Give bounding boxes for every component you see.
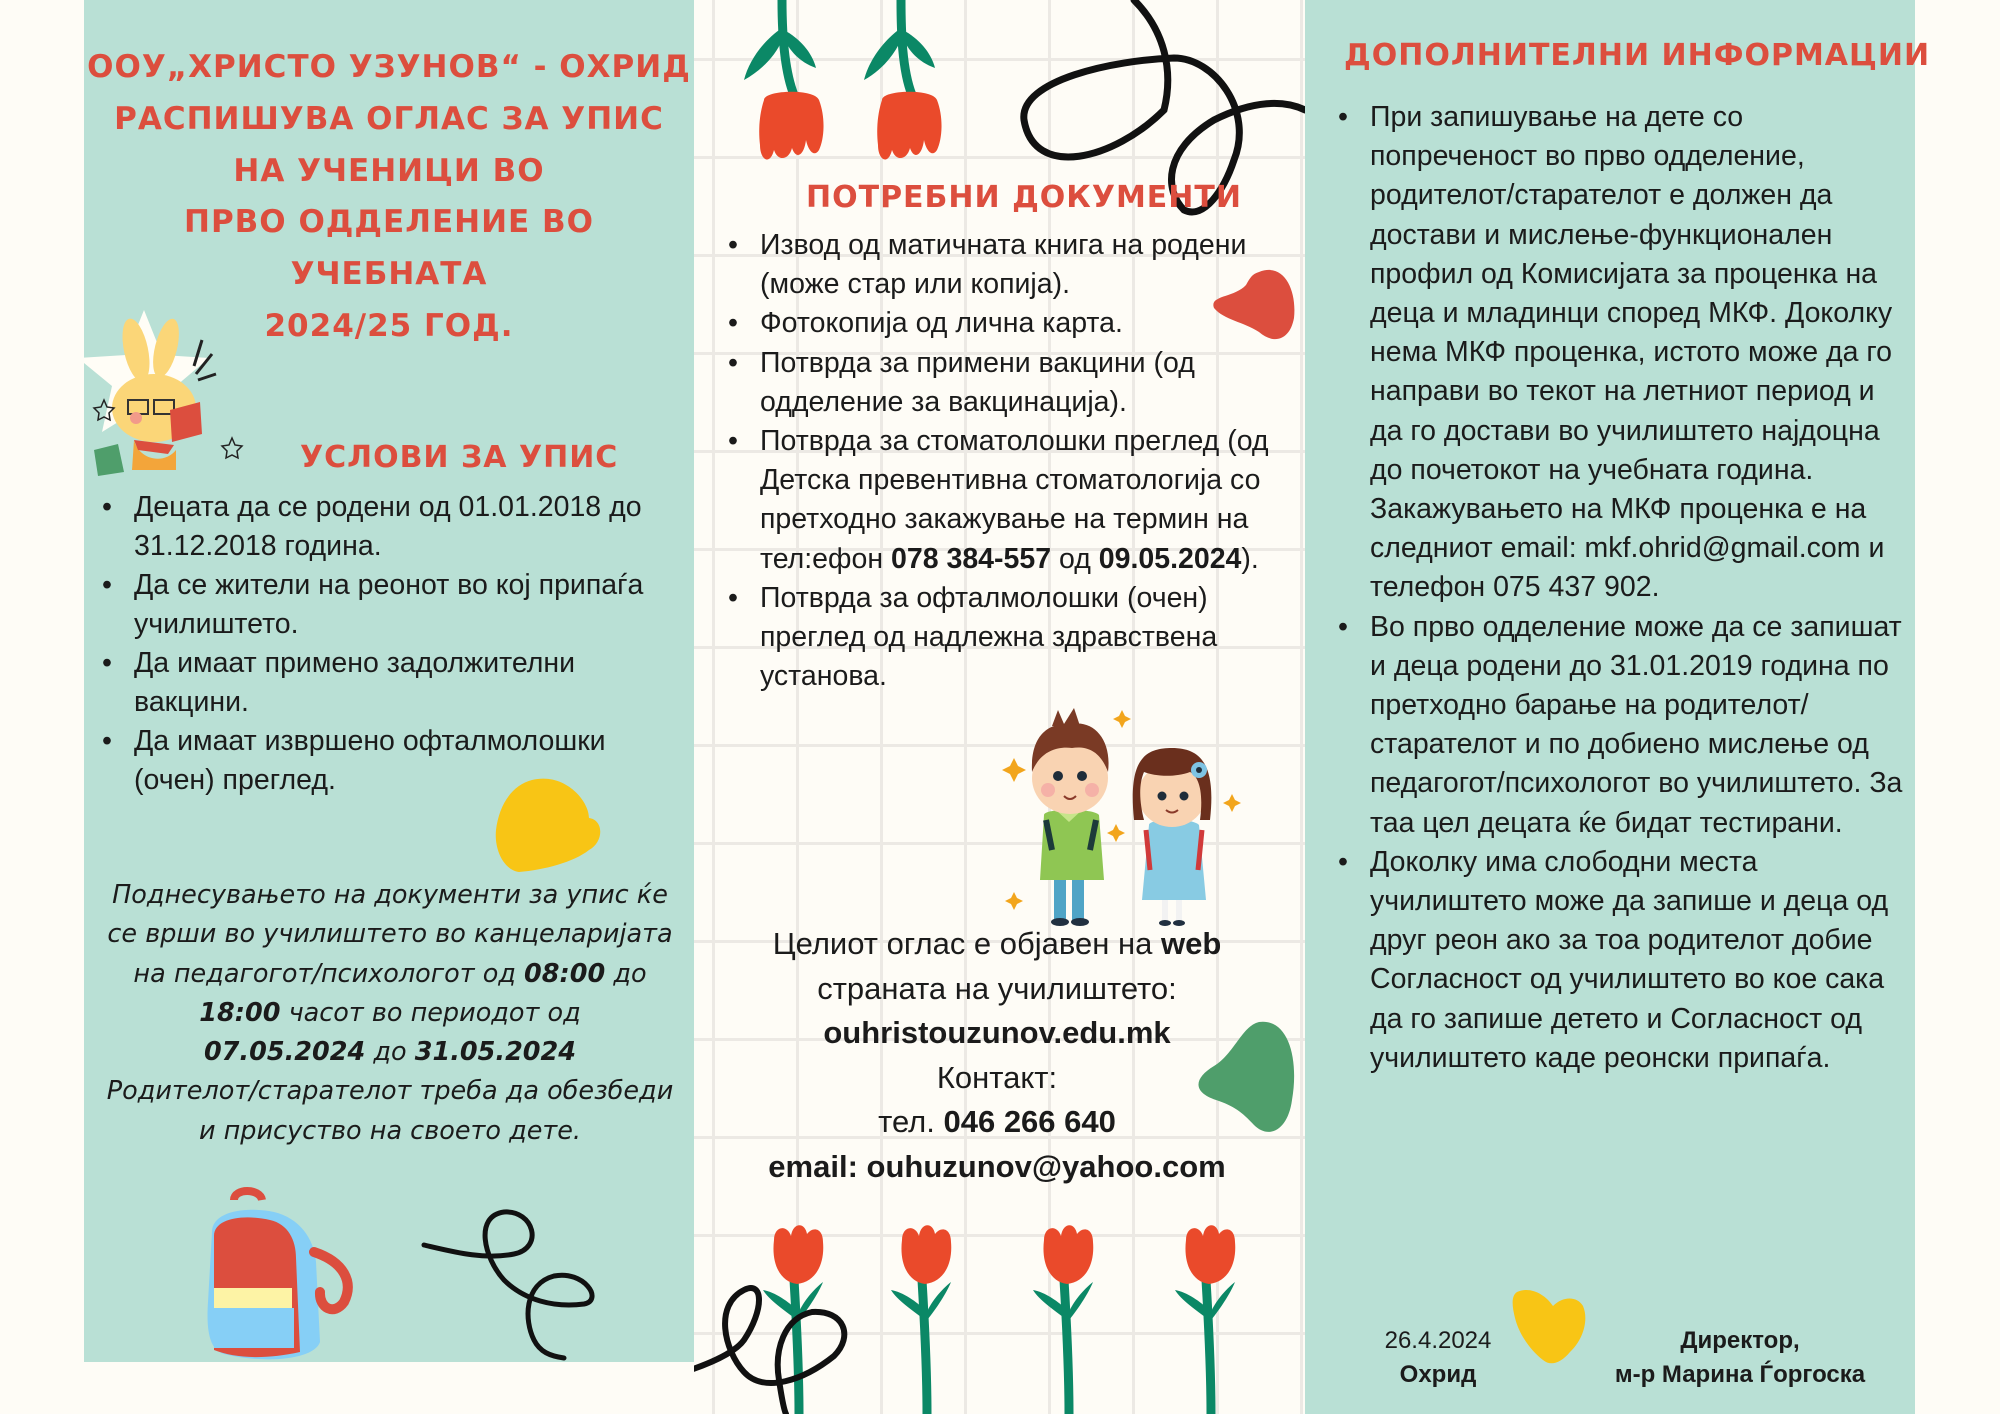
title-line: НА УЧЕНИЦИ ВО (233, 152, 545, 189)
condition-item: • Децата да се родени од 01.01.2018 до 31.12.2018 година. (100, 488, 680, 566)
phone-prefix: тел. (878, 1104, 935, 1140)
document-text: ). (1241, 542, 1259, 575)
web-line: Целиот оглас е објавен на (772, 926, 1153, 961)
submission-text: часот во периодот од (288, 997, 581, 1028)
date-to: 31.05.2024 (414, 1037, 577, 1068)
announcement-title (84, 42, 694, 353)
contact-label: Контакт: (936, 1059, 1058, 1095)
title-line: ООУ„ХРИСТО УЗУНОВ“ - ОХРИД (87, 49, 691, 85)
document-item (726, 422, 1296, 579)
condition-item: • Да имаат примено задолжителни вакцини. (100, 644, 680, 722)
footer-signature (1590, 1324, 1890, 1392)
squiggle-doodle (424, 1212, 592, 1358)
web-line: страната на училиштето: (817, 970, 1177, 1006)
documents-list (726, 226, 1296, 696)
condition-item: • Да имаат извршено офталмолошки (очен) преглед. (100, 722, 680, 800)
title-line: УЧЕБНАТА (290, 256, 488, 293)
footer-place: Охрид (1399, 1361, 1477, 1388)
tulip-icon (891, 1225, 951, 1414)
time-to: 18:00 (199, 997, 281, 1028)
date-from: 07.05.2024 (203, 1037, 366, 1068)
dental-date: 09.05.2024 (1098, 542, 1242, 575)
conditions-list (100, 488, 680, 800)
submission-text: Родителот/старателот треба да обезбеди и присуство на своето дете. (106, 1076, 674, 1146)
submission-text: до (373, 1037, 407, 1068)
tulip-icon (1033, 1225, 1093, 1414)
contact-block (712, 922, 1282, 1190)
yellow-blob (1513, 1290, 1586, 1363)
squiggle-doodle (694, 1288, 844, 1414)
website-link[interactable]: ouhristouzunov.edu.mk (823, 1015, 1171, 1051)
backpack-icon (208, 1191, 348, 1359)
dental-phone: 078 384-557 (891, 542, 1052, 575)
additional-info-list (1336, 98, 1910, 1078)
tulip-icon (1175, 1225, 1235, 1414)
conditions-heading: УСЛОВИ ЗА УПИС (300, 440, 619, 475)
title-line: РАСПИШУВА ОГЛАС ЗА УПИС (114, 100, 664, 137)
footer-date: 26.4.2024 (1384, 1327, 1492, 1354)
document-text: од (1051, 542, 1099, 575)
footer-date-place (1368, 1324, 1508, 1392)
document-text: Потврда за стоматолошки преглед (од Детска превентивна стоматологија со претходно закажување на термин на тел:ефон (760, 425, 1269, 575)
email-label: email: (768, 1148, 858, 1184)
tulip-icon (864, 0, 942, 159)
document-item: • Фотокопија од лична карта. (726, 304, 1296, 343)
time-from: 08:00 (524, 958, 606, 989)
documents-heading: ПОТРЕБНИ ДОКУМЕНТИ (806, 180, 1242, 215)
kids-with-backpacks-icon (1002, 708, 1241, 926)
director-name: м-р Марина Ѓоргоска (1614, 1361, 1866, 1388)
info-item: • Во прво одделение може да се запишат и деца родени до 31.01.2019 година по претходно барање на родителот/старателот и по добиено мислење од педагогот/психологот во училиштето. За таа цел децата ќе бидат тестирани. (1336, 608, 1910, 843)
tulip-icon (744, 0, 824, 159)
web-word: web (1161, 926, 1222, 961)
submission-text: Поднесувањето на документи за упис ќе се врши во училиштето во канцеларијата на педагогот/психологот од (107, 880, 673, 989)
document-item: • Потврда за офталмолошки (очен) преглед од надлежна здравствена установа. (726, 579, 1296, 697)
info-item: • При запишување на дете со попреченост во прво одделение, родителот/старателот е должен да достави и мислење-функционален профил од Комисијата за проценка на деца и младинци според МКФ. Доколку нема МКФ проценка, истото може да го направи во текот на летниот период и да го достави во училиштето најдоцна до почетокот на учебната година. Закажувањето на МКФ проценка е на следниот email: mkf.ohrid@gmail.com и телефон 075 437 902. (1336, 98, 1910, 608)
director-role: Директор, (1680, 1327, 1800, 1354)
info-item: • Доколку има слободни места училиштето може да запише и деца од друг реон ако за тоа родителот добие Согласност од училиштето во кое сака да го запише детето и Согласност од училиштето каде реонски припаѓа. (1336, 843, 1910, 1078)
condition-item: • Да се жители на реонот во кој припаѓа училиштето. (100, 566, 680, 644)
submission-text: до (613, 958, 647, 989)
title-line: 2024/25 ГОД. (264, 307, 514, 344)
school-email[interactable]: ouhuzunov@yahoo.com (866, 1148, 1226, 1184)
document-item: • Потврда за примени вакцини (од одделение за вакцинација). (726, 344, 1296, 422)
document-item: • Извод од матичната книга на родени (може стар или копија). (726, 226, 1296, 304)
title-line: ПРВО ОДДЕЛЕНИЕ ВО (184, 204, 594, 241)
school-phone[interactable]: 046 266 640 (943, 1104, 1116, 1140)
submission-info (96, 876, 684, 1151)
additional-info-heading: ДОПОЛНИТЕЛНИ ИНФОРМАЦИИ (1344, 38, 1931, 73)
